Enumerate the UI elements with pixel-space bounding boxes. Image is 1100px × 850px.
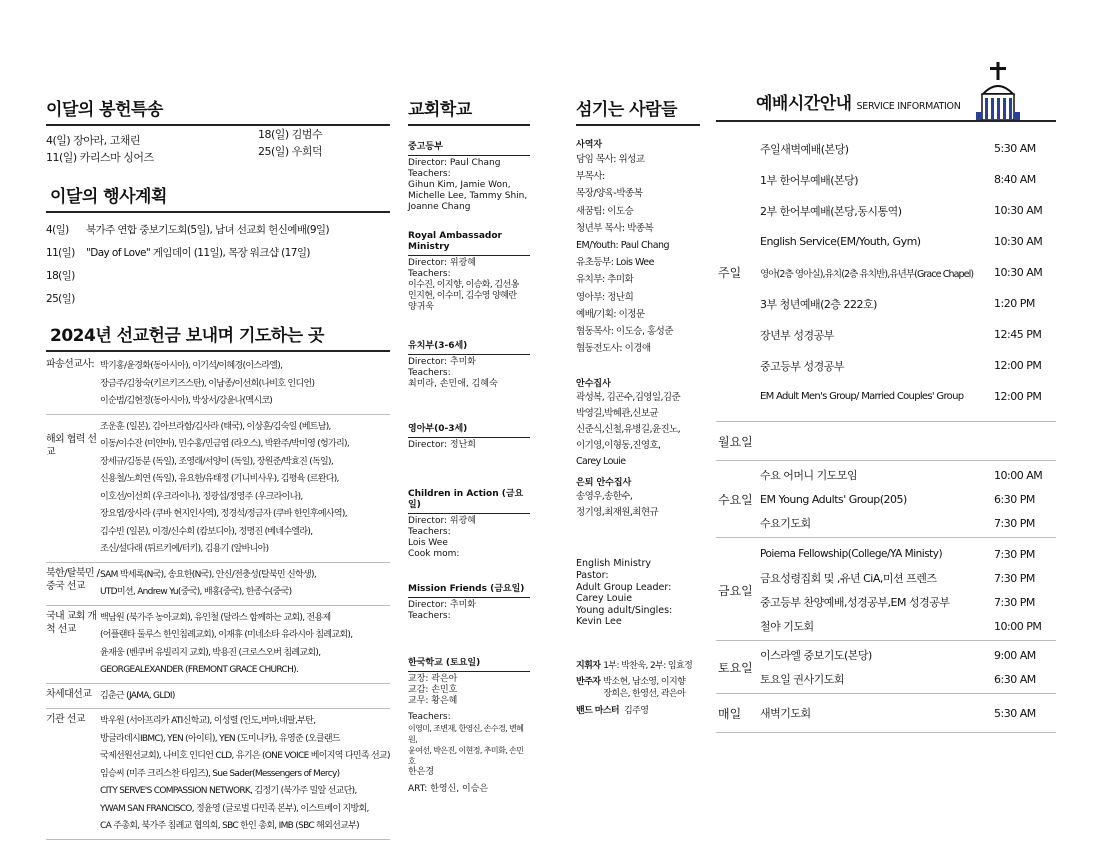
servants-title: 섬기는 사람들 bbox=[576, 95, 700, 126]
mission-line: 조운훈 (일본), 김아브라함/김사라 (태국), 이상훈/김숙일 (베트남), bbox=[100, 421, 331, 432]
school-line: 한은경 bbox=[408, 767, 435, 777]
service-name: 1부 한어부예배(본당) bbox=[760, 173, 859, 187]
school-section-name: 중고등부 bbox=[408, 142, 530, 156]
school-section bbox=[408, 424, 530, 451]
service-item bbox=[760, 701, 1056, 725]
school-line: Lois Wee bbox=[408, 538, 448, 548]
events-list bbox=[46, 219, 390, 311]
school-line: 양귀욱 bbox=[408, 302, 435, 312]
mission-row bbox=[46, 354, 390, 415]
staff-item: 청년부 목사: 박종복 bbox=[576, 222, 654, 234]
school-line: Teachers: bbox=[408, 611, 451, 621]
school-line: Director: 정난희 bbox=[408, 440, 476, 450]
service-item bbox=[760, 350, 1056, 381]
deacon-line: 이기영,이형동,진영호, bbox=[576, 440, 661, 452]
school-line: Cook mom: bbox=[408, 549, 460, 559]
em-line: Young adult/Singles: bbox=[576, 604, 673, 616]
service-time: 5:30 AM bbox=[994, 706, 1036, 720]
mission-line: UTD미션, Andrew Yu(중국), 배홍(중국), 한종수(중국) bbox=[100, 587, 292, 597]
staff-item: 협동전도사: 이경애 bbox=[576, 343, 651, 355]
school-line: 교무: 황은혜 bbox=[408, 696, 458, 706]
service-name: 금요성령집회 및 ,유년 CiA,미션 프렌즈 bbox=[760, 572, 937, 585]
event-row bbox=[46, 219, 390, 242]
offering-list bbox=[46, 128, 390, 166]
staff-item: 예배/기획: 이정문 bbox=[576, 308, 645, 320]
deacon-line: 신준식,신철,유병길,윤진노, bbox=[576, 424, 681, 436]
mission-line: YWAM SAN FRANCISCO, 정윤영 (글로벌 다민족 본부), 이스트베이 지방회, bbox=[100, 803, 369, 814]
mission-row bbox=[46, 709, 390, 840]
mission-row bbox=[46, 415, 390, 563]
service-name: 새벽기도회 bbox=[760, 707, 811, 720]
events-title: 이달의 행사계획 bbox=[46, 182, 390, 213]
service-name: 수요 어머니 기도모임 bbox=[760, 469, 858, 482]
pianist-names: 장희은, 한영선, 곽은아 bbox=[603, 689, 686, 699]
service-time: 8:40 AM bbox=[994, 173, 1036, 186]
service-item bbox=[760, 226, 1056, 257]
mission-line: 김춘근 (JAMA, GLDI) bbox=[100, 690, 175, 701]
school-title: 교회학교 bbox=[408, 95, 530, 126]
mission-line: 장세규/김동분 (독일), 조영래/서양이 (독일), 장원준/박효진 (독일), bbox=[100, 456, 334, 467]
school-line: Teachers: bbox=[408, 527, 451, 537]
school-line: 이영미, 조변재, 한영신, 손수경, 변혜원, bbox=[408, 724, 524, 744]
school-line: Director: 위광혜 bbox=[408, 258, 476, 268]
service-name: Poiema Fellowship(College/YA Ministy) bbox=[760, 548, 943, 560]
service-item bbox=[760, 319, 1056, 350]
day-label: 수요일 bbox=[718, 492, 753, 507]
service-day-sunday bbox=[716, 122, 1056, 422]
mission-line: 국제선원선교회), 나비호 인디언 CLD, 유기은 (ONE VOICE 베이지역 다민족 선교) bbox=[100, 751, 390, 761]
staff-item: 담임 목사: 위성교 bbox=[576, 154, 645, 165]
service-time: 1:20 PM bbox=[994, 297, 1035, 310]
mission-line: 박기홍/윤경화(동아시아), 이기석/이혜경(이스라엘), bbox=[100, 361, 283, 371]
deacons-heading: 안수집사 bbox=[576, 379, 611, 390]
services-header bbox=[716, 60, 1056, 122]
service-item bbox=[760, 667, 1056, 691]
service-item bbox=[760, 511, 1056, 535]
service-time: 12:45 PM bbox=[994, 328, 1042, 341]
missions-table bbox=[46, 354, 390, 840]
service-name: 수요기도회 bbox=[760, 517, 811, 530]
school-line: 교장: 곽은아 bbox=[408, 674, 458, 684]
service-item bbox=[760, 643, 1056, 667]
service-time: 5:30 AM bbox=[994, 142, 1036, 155]
school-line: Director: 위광혜 bbox=[408, 516, 476, 526]
mission-line: 김수빈 (일본), 이경/신수희 (캄보디아), 정명진 (베네수엘라), bbox=[100, 526, 313, 537]
mission-row bbox=[46, 606, 390, 684]
offering-item: 25(일) 우희덕 bbox=[258, 145, 323, 158]
service-name: 철야 기도회 bbox=[760, 620, 814, 633]
mission-line: 이호선/이선희 (우크라이나), 정광섭/정영주 (우크라이나), bbox=[100, 491, 303, 502]
event-date: 18(일) bbox=[46, 270, 75, 282]
service-time: 6:30 AM bbox=[994, 672, 1036, 686]
school-line: Michelle Lee, Tammy Shin, bbox=[408, 191, 528, 201]
deacon-line: Carey Louie bbox=[576, 456, 626, 468]
retired-line: 송영우,송한수, bbox=[576, 491, 633, 503]
service-name: 3부 청년예배(2층 222호) bbox=[760, 297, 877, 311]
event-date: 4(일) bbox=[46, 224, 69, 236]
day-label: 매일 bbox=[718, 706, 742, 721]
school-line: 교감: 손민호 bbox=[408, 685, 458, 695]
band-name: 김주영 bbox=[624, 706, 649, 716]
retired-list bbox=[576, 489, 700, 521]
event-row bbox=[46, 265, 390, 288]
service-time: 10:30 AM bbox=[994, 204, 1043, 217]
staff-item: 협동목사: 이도승, 홍성준 bbox=[576, 326, 674, 338]
day-label: 금요일 bbox=[718, 583, 753, 598]
service-name: 장년부 성경공부 bbox=[760, 328, 834, 342]
school-line: Director: 추미화 bbox=[408, 600, 476, 610]
mission-line: 임승씨 (미주 크리스찬 타임즈), Sue Sader(Messengers of Mercy) bbox=[100, 768, 340, 779]
service-item bbox=[760, 257, 1056, 288]
em-line: Carey Louie bbox=[576, 593, 633, 605]
service-day-saturday bbox=[716, 641, 1056, 694]
service-name: 주일새벽예배(본당) bbox=[760, 142, 849, 156]
school-line: 이수진, 이지향, 이승화, 김선옹 bbox=[408, 280, 519, 290]
services-subtitle: SERVICE INFORMATION bbox=[856, 101, 961, 112]
service-time: 10:30 AM bbox=[994, 266, 1043, 279]
mission-line: SAM 박세록(N국), 송요한(N국), 안신/전충성(탈북민 신학생), bbox=[100, 569, 316, 580]
deacons-list bbox=[576, 390, 700, 470]
mission-row bbox=[46, 684, 390, 710]
service-item bbox=[760, 164, 1056, 195]
em-line: Adult Group Leader: bbox=[576, 581, 672, 593]
school-section bbox=[408, 658, 530, 795]
em-line: English Ministry bbox=[576, 558, 652, 570]
mission-line: 박우원 (서아프리카 ATI신학교), 이성렬 (인도,버마,네팔,부탄, bbox=[100, 716, 316, 726]
school-section-name: Royal Ambassador Ministry bbox=[408, 231, 530, 256]
staff-item: 유치부: 추미화 bbox=[576, 274, 634, 286]
service-item bbox=[760, 381, 1056, 412]
school-line: Teachers: bbox=[408, 368, 451, 378]
mission-row bbox=[46, 563, 390, 606]
service-name: 토요일 권사기도회 bbox=[760, 673, 845, 686]
school-section-name: Children in Action (금요일) bbox=[408, 489, 530, 514]
service-time: 12:00 PM bbox=[994, 390, 1042, 403]
retired-line: 정기영,최재원,최현규 bbox=[576, 507, 659, 519]
school-section bbox=[408, 231, 530, 313]
service-time: 9:00 AM bbox=[994, 648, 1036, 662]
service-name: 중고등부 찬양예배,성경공부,EM 성경공부 bbox=[760, 596, 950, 609]
service-time: 7:30 PM bbox=[994, 516, 1035, 530]
offering-item: 18(일) 김범수 bbox=[258, 128, 323, 141]
staff-item: 새꿈팀: 이도승 bbox=[576, 205, 634, 217]
band-label: 밴드 마스터 bbox=[576, 706, 620, 716]
mission-line: 조신/설다래 (튀르키예/터키), 김용기 (알바니아) bbox=[100, 544, 269, 554]
mission-line: 방글라데시IBMC), YEN (아이티), YEN (도미니카), 유영준 (오클랜드 bbox=[100, 733, 340, 744]
offering-item: 4(일) 장아라, 고채린 bbox=[46, 134, 140, 147]
service-name: 이스라엘 중보기도(본당) bbox=[760, 649, 872, 662]
service-item bbox=[760, 566, 1056, 590]
service-item bbox=[760, 590, 1056, 614]
staff-list bbox=[576, 151, 700, 357]
school-section bbox=[408, 341, 530, 390]
school-column bbox=[408, 0, 530, 795]
school-line: ART: 한영신, 이승은 bbox=[408, 784, 489, 794]
day-label: 토요일 bbox=[718, 660, 753, 675]
mission-line: CA 주총회, 북가주 침례교 협의회, SBC 한인 총회, IMB (SBC 해외선교부) bbox=[100, 821, 359, 831]
pianist-label: 반주자 bbox=[576, 677, 601, 687]
service-item bbox=[760, 463, 1056, 487]
service-time: 12:00 PM bbox=[994, 359, 1042, 372]
school-section bbox=[408, 142, 530, 213]
service-name: 중고등부 성경공부 bbox=[760, 359, 845, 373]
service-item bbox=[760, 195, 1056, 226]
music-staff bbox=[576, 660, 700, 717]
mission-label: 파송선교사: bbox=[46, 359, 95, 370]
staff-item: EM/Youth: Paul Chang bbox=[576, 240, 670, 252]
school-section bbox=[408, 489, 530, 560]
staff-item: 목장/양육-박종복 bbox=[576, 188, 643, 200]
event-date: 11(일) bbox=[46, 247, 75, 259]
mission-line: 이동/이수잔 (미얀마), 민수홍/민금엽 (라오스), 박완주/박미영 (헝가리), bbox=[100, 439, 349, 449]
service-day-monday bbox=[716, 422, 1056, 461]
mission-line: 장금주/김창숙(키르키즈스탄), 이남종/이선희(나비호 인디언) bbox=[100, 378, 315, 389]
service-item bbox=[760, 288, 1056, 319]
service-time: 10:00 PM bbox=[994, 619, 1042, 633]
school-line: Teachers: bbox=[408, 712, 451, 722]
service-time: 10:30 AM bbox=[994, 235, 1043, 248]
left-column bbox=[46, 0, 390, 840]
school-section bbox=[408, 584, 530, 622]
deacon-line: 곽성복, 김곤수,김영일,김준 bbox=[576, 392, 681, 404]
day-label: 주일 bbox=[718, 266, 742, 280]
school-line: Gihun Kim, Jamie Won, bbox=[408, 180, 511, 190]
school-line: Teachers: bbox=[408, 169, 451, 179]
staff-item: 부목사: bbox=[576, 171, 605, 183]
mission-line: CITY SERVE'S COMPASSION NETWORK, 김정기 (북가주 밀알 선교단), bbox=[100, 786, 357, 796]
em-line: Kevin Lee bbox=[576, 616, 622, 628]
deacon-line: 박영길,박혜관,신보균 bbox=[576, 408, 659, 420]
mission-line: 장요엽/장사라 (쿠바 현지인사역), 정경석/정금자 (쿠바 한인후예사역), bbox=[100, 509, 347, 519]
service-time: 10:00 AM bbox=[994, 468, 1043, 482]
mission-label: 차세대선교 bbox=[46, 688, 92, 700]
event-date: 25(일) bbox=[46, 293, 75, 305]
service-time: 7:30 PM bbox=[994, 595, 1035, 609]
conductor-names: 1부: 박찬욱, 2부: 임효정 bbox=[603, 661, 693, 671]
service-name: 2부 한어부예배(본당,동시통역) bbox=[760, 204, 902, 218]
services-title: 예배시간안내 bbox=[756, 94, 852, 114]
service-time: 7:30 PM bbox=[994, 571, 1035, 585]
service-item bbox=[760, 614, 1056, 638]
school-line: Teachers: bbox=[408, 269, 451, 279]
school-section-name: Mission Friends (금요일) bbox=[408, 584, 530, 598]
school-line: Director: Paul Chang bbox=[408, 158, 501, 168]
event-row bbox=[46, 242, 390, 265]
school-line: Joanne Chang bbox=[408, 202, 471, 212]
service-name: EM Young Adults' Group(205) bbox=[760, 492, 907, 506]
school-section-name: 유치부(3-6세) bbox=[408, 341, 530, 355]
church-icon bbox=[976, 62, 1020, 120]
servants-column bbox=[576, 0, 700, 717]
event-text: 북가주 연합 중보기도회(5일), 남녀 선교회 헌신예배(9일) bbox=[86, 224, 329, 236]
mission-label: 국내 교회 개척 선교 bbox=[46, 610, 97, 635]
mission-label: 해외 협력 선교 bbox=[46, 433, 97, 458]
em-line: Pastor: bbox=[576, 570, 609, 582]
school-line: 인지현, 이수미, 김수영 양혜란 bbox=[408, 291, 517, 301]
services-column bbox=[716, 0, 1056, 733]
retired-heading: 은퇴 안수집사 bbox=[576, 478, 632, 489]
event-text: "Day of Love" 게임데이 (11일), 목장 워크샵 (17일) bbox=[86, 247, 310, 259]
service-time: 7:30 PM bbox=[994, 547, 1035, 561]
service-name: 영아(2층 영아실),유치(2층 유치반),유년부(Grace Chapel) bbox=[760, 268, 974, 280]
pianist-names: 박소현, 남소영, 이지향 bbox=[603, 677, 686, 687]
conductor-label: 지휘자 bbox=[576, 661, 601, 671]
service-time: 6:30 PM bbox=[994, 492, 1035, 506]
service-name: English Service(EM/Youth, Gym) bbox=[760, 235, 921, 248]
mission-line: 이순범/김현정(동아시아), 박상서/강윤나(멕시코) bbox=[100, 396, 273, 406]
offering-item: 11(일) 카리스마 싱어즈 bbox=[46, 151, 154, 164]
service-day-friday bbox=[716, 538, 1056, 641]
school-line: 윤여선, 박은진, 이현정, 추미화, 손민호 bbox=[408, 746, 524, 766]
mission-line: 윤재웅 (벤쿠버 유빌리지 교회), 박용진 (크로스오버 침례교회), bbox=[100, 647, 321, 658]
mission-line: 백남원 (북가주 농아교회), 유인철 (달라스 함께하는 교회), 전용제 bbox=[100, 612, 331, 623]
school-section-name: 영아부(0-3세) bbox=[408, 424, 530, 438]
service-item bbox=[760, 542, 1056, 566]
service-day-wednesday bbox=[716, 461, 1056, 538]
missions-title: 2024년 선교헌금 보내며 기도하는 곳 bbox=[46, 321, 390, 352]
event-row bbox=[46, 288, 390, 311]
service-name: EM Adult Men's Group/ Married Couples' Group bbox=[760, 391, 964, 402]
staff-heading: 사역자 bbox=[576, 140, 603, 150]
staff-item: 유초등부: Lois Wee bbox=[576, 257, 655, 269]
service-item bbox=[760, 487, 1056, 511]
school-line: 최미라, 손민애, 김혜숙 bbox=[408, 379, 498, 389]
offering-title: 이달의 봉헌특송 bbox=[46, 95, 390, 126]
service-item bbox=[760, 133, 1056, 164]
mission-label: 북한/탈북민 /중국 선교 bbox=[46, 567, 100, 592]
mission-label: 기관 선교 bbox=[46, 714, 85, 725]
em-list bbox=[576, 558, 700, 628]
service-day-daily bbox=[716, 694, 1056, 733]
staff-item: 영아부: 정난희 bbox=[576, 291, 634, 303]
school-line: Director: 추미화 bbox=[408, 357, 476, 367]
mission-line: 신용철/노희연 (독일), 유요한/유태정 (기니비사우), 김평육 (르완다), bbox=[100, 474, 339, 484]
mission-line: GEORGEALEXANDER (FREMONT GRACE CHURCH). bbox=[100, 665, 299, 675]
mission-line: (어플랜타 둘루스 한인침례교회), 이재휴 (미네소타 유라시아 침례교회), bbox=[100, 630, 353, 640]
school-section-name: 한국학교 (토요일) bbox=[408, 658, 530, 672]
day-label: 월요일 bbox=[718, 434, 753, 449]
